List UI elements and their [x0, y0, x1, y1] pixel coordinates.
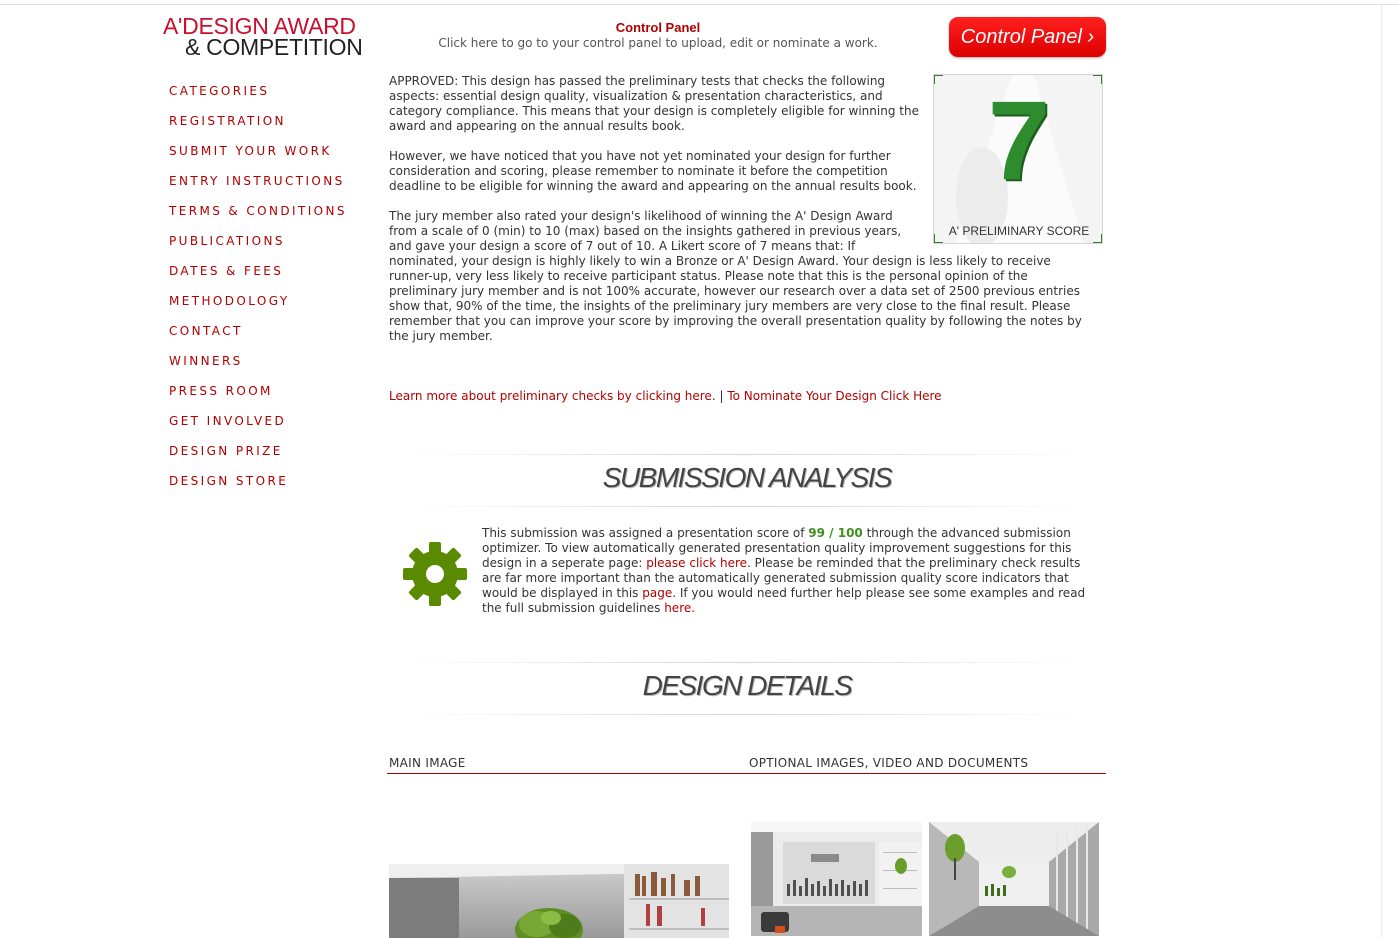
optional-media-label: OPTIONAL IMAGES, VIDEO AND DOCUMENTS [749, 756, 1029, 770]
sidebar-item-dates-fees[interactable]: DATES & FEES [169, 264, 284, 278]
sidebar-item-design-store[interactable]: DESIGN STORE [169, 474, 289, 488]
jury-rating-text: The jury member also rated your design's likelihood of winning the A' Design Award from a scale of 0 (min) to 10 (max) based on the insights gathered in previous years, and gave your design a score of 7 out of 10. A Likert score of 7 means that: If nominated, your design is highly likely to win a Bronze or A' Design Award. Your design is less likely to receive runner-up, very less likely to receive participant status. Please note that this is the personal opinion of the preliminary jury member and is not 100% accurate, however our research over a data set of 2500 previous entries show that, 90% of the time, the insights of the preliminary jury members are very close to the final result. Please remember that you can improve your score by improving the overall presentation quality by following the notes by the jury member. [389, 209, 1082, 343]
action-links [389, 389, 942, 403]
sidebar-item-categories[interactable]: CATEGORIES [169, 84, 270, 98]
score-label: A' PRELIMINARY SCORE [948, 224, 1090, 238]
main-image[interactable] [389, 864, 729, 938]
sidebar-item-submit-your-work[interactable]: SUBMIT YOUR WORK [169, 144, 332, 158]
details-divider [387, 773, 1106, 774]
analysis-text-4: . If you would need further help please see some examples and read the full submission guidelines [482, 586, 1086, 615]
submission-analysis-text [482, 526, 1092, 616]
learn-more-link[interactable]: Learn more about preliminary checks by clicking here. [389, 389, 716, 403]
optional-image-2[interactable] [929, 822, 1099, 936]
analysis-text-2: through the advanced submission optimizer. To view automatically generated presentation quality improvement suggestions for this design in a seperate page: [482, 526, 1072, 570]
optional-image-2-graphic [929, 822, 1099, 936]
logo-line-2: & COMPETITION [185, 34, 363, 60]
sidebar-item-design-prize[interactable]: DESIGN PRIZE [169, 444, 283, 458]
sidebar-item-registration[interactable]: REGISTRATION [169, 114, 286, 128]
optional-image-1-graphic [751, 822, 922, 936]
guidelines-link[interactable]: here [664, 601, 692, 615]
link-separator: | [719, 389, 724, 403]
main-image-label: MAIN IMAGE [389, 756, 466, 770]
sidebar-item-terms-conditions[interactable]: TERMS & CONDITIONS [169, 204, 347, 218]
analysis-text-1: This submission was assigned a presentation score of [482, 526, 809, 540]
sidebar-item-press-room[interactable]: PRESS ROOM [169, 384, 273, 398]
score-value: 7 [987, 78, 1051, 203]
optional-image-1[interactable] [751, 822, 922, 936]
analysis-rule-bottom [405, 506, 1085, 507]
presentation-score: 99 / 100 [808, 526, 863, 540]
sidebar-item-winners[interactable]: WINNERS [169, 354, 243, 368]
gear-icon [402, 541, 468, 607]
nominate-link[interactable]: To Nominate Your Design Click Here [727, 389, 942, 403]
sidebar-item-get-involved[interactable]: GET INVOLVED [169, 414, 287, 428]
site-logo[interactable] [163, 14, 368, 60]
design-details-heading: DESIGN DETAILS [642, 670, 852, 701]
control-panel-button[interactable]: Control Panel › [949, 17, 1106, 57]
nomination-reminder-paragraph: However, we have noticed that you have not yet nominated your design for further consideration and scoring, please remember to nominate it before the competition deadline to be eligible for winning the award and appearing on the annual results book. [389, 149, 917, 193]
sidebar-item-publications[interactable]: PUBLICATIONS [169, 234, 285, 248]
control-panel-title[interactable]: Control Panel [615, 20, 701, 35]
analysis-text-5: . [691, 601, 696, 615]
analysis-text-3: . Please be reminded that the preliminary check results are far more important than the automatically generated submission quality score indicators that would be displayed in this [482, 556, 1081, 600]
preliminary-score-badge [933, 74, 1103, 244]
page-link[interactable]: page [642, 586, 673, 600]
top-divider [0, 4, 1399, 5]
sidebar-nav [169, 83, 359, 503]
details-rule-top [405, 662, 1085, 663]
analysis-rule-top [405, 454, 1085, 455]
sidebar-item-entry-instructions[interactable]: ENTRY INSTRUCTIONS [169, 174, 345, 188]
control-panel-subtitle[interactable]: Click here to go to your control panel to upload, edit or nominate a work. [438, 36, 878, 50]
approval-paragraph: APPROVED: This design has passed the preliminary tests that checks the following aspects: essential design quality, visualization & presentation characteristics, and category compliance. This means that your design is completely eligible for winning the award and appearing on the annual results book. [389, 74, 919, 133]
right-divider [1381, 4, 1382, 938]
submission-analysis-heading: SUBMISSION ANALYSIS [602, 462, 892, 493]
score-corner-tl [933, 74, 943, 84]
main-image-graphic [389, 864, 729, 938]
score-corner-tr [1093, 74, 1103, 84]
logo-line-1: A'DESIGN AWARD [163, 13, 356, 39]
details-rule-bottom [405, 714, 1085, 715]
suggestions-link[interactable]: please click here [646, 556, 748, 570]
sidebar-item-contact[interactable]: CONTACT [169, 324, 243, 338]
sidebar-item-methodology[interactable]: METHODOLOGY [169, 294, 290, 308]
